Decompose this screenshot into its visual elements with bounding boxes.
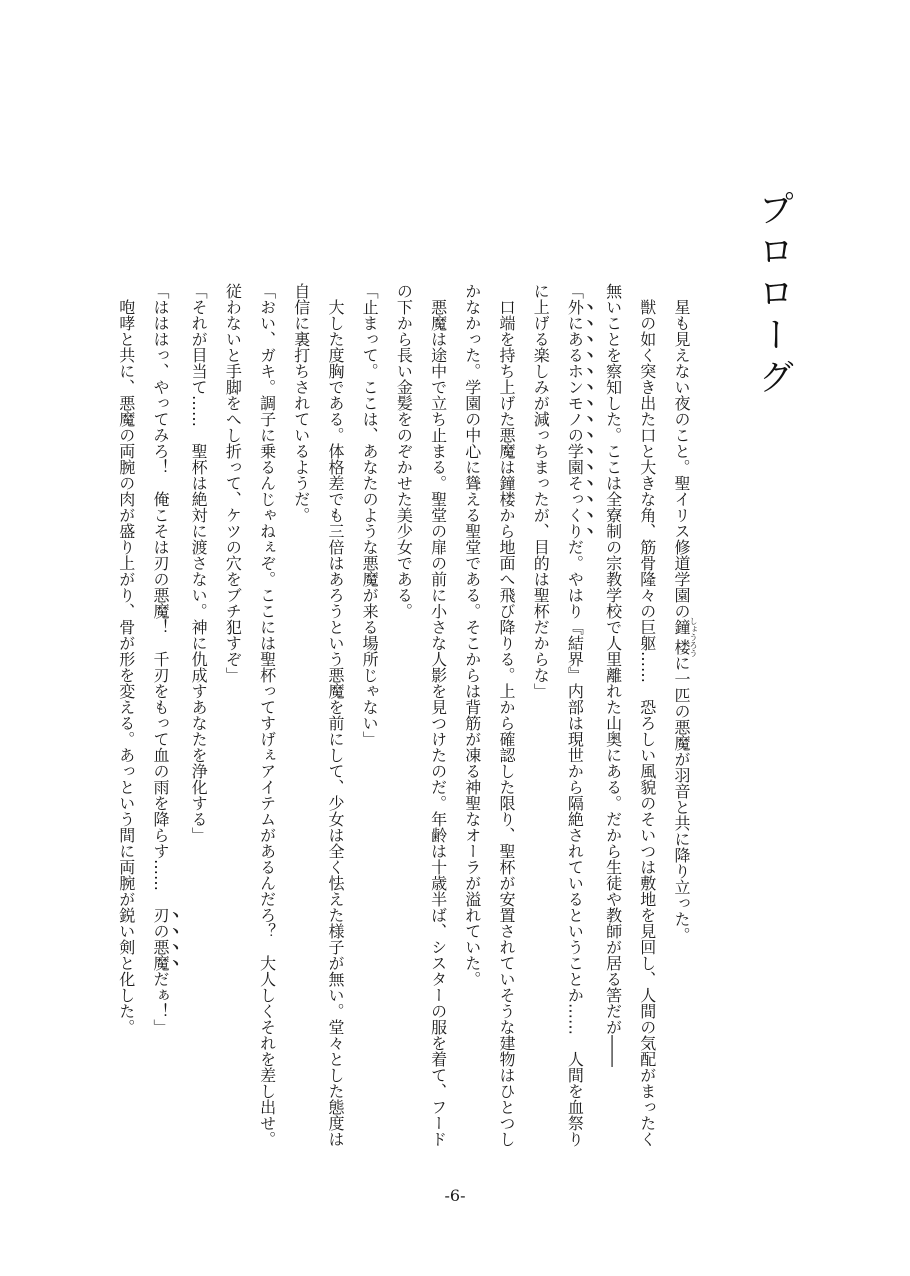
chapter-title: プロローグ [753,190,794,400]
text-run: に一匹の悪魔が羽音と共に降り立った。 [672,655,691,943]
text-column: 従わないと手脚をへし折って、ケツの穴をブチ犯すぞ」 [223,283,243,683]
text-run: 星も見えない夜のこと。聖イリス修道学園の [672,283,691,619]
emphasized-text: 刃の悪魔 [150,907,170,971]
text-column [143,283,181,1173]
text-column: 「それが目当て…… 聖杯は絶対に渡さない。神に仇成すあなたを浄化する」 [189,283,209,843]
ruby-base: 鐘楼 [672,617,691,657]
text-column: 口端を持ち上げた悪魔は鐘楼から地面へ飛び降りる。上から確認した限り、聖杯が安置されていそうな建物はひとつし [496,283,516,1147]
text-run: だ。やはり『結界』内部は現世から隔絶されているということか…… 人間を血祭り [565,539,585,1147]
text-column: に上げる楽しみが減っちまったが、目的は聖杯だからな」 [531,283,551,699]
body-text [118,283,698,1173]
ruby-reading: しょうろう [689,617,698,657]
text-column [664,283,698,1173]
text-column: の下から長い金髪をのぞかせた美少女である。 [394,283,414,619]
text-run: 「 [565,283,585,299]
text-column: 「止まって。ここは、あなたのような悪魔が来る場所じゃない」 [360,283,380,747]
text-column: 自信に裏打ちされているようだ。 [291,283,311,523]
text-column: 悪魔は途中で立ち止まる。聖堂の扉の前に小さな人影を見つけたのだ。年齢は十歳半ば、シスターの服を着て、フード [428,283,448,1147]
text-column: 無いことを察知した。ここは全寮制の宗教学校で人里離れた山奥にある。だから生徒や教師が居る筈だが―― [603,283,623,1067]
ruby-word [672,617,698,657]
text-run: 「はははっ、やってみろ！ 俺こそは刃の悪魔！ 千刃をもって血の雨を降らす…… [150,283,170,907]
text-column [557,283,595,1173]
text-column: 咆哮と共に、悪魔の両腕の肉が盛り上がり、骨が形を変える。あっという間に両腕が鋭い剣と化した。 [116,283,136,1035]
emphasized-text: 外にあるホンモノの学園そっくり [565,299,585,539]
text-column: 獣の如く突き出た口と大きな角、筋骨隆々の巨躯…… 恐ろしい風貌のそいつは敷地を見回し、人間の気配がまったく [637,283,657,1147]
text-column: かなかった。学園の中心に聳える聖堂である。そこからは背筋が凍る神聖なオーラが溢れていた。 [462,283,482,987]
text-column: 「おい、ガキ。調子に乗るんじゃねぇぞ。ここには聖杯ってすげぇアイテムがあるんだろ？ 大人しくそれを差し出せ。 [257,283,277,1147]
text-column: 大した度胸である。体格差でも三倍はあろうという悪魔を前にして、少女は全く怯えた様子が無い。堂々とした態度は [325,283,345,1147]
page-number: -6- [444,1186,466,1205]
text-run: だぁ！」 [150,971,170,1035]
